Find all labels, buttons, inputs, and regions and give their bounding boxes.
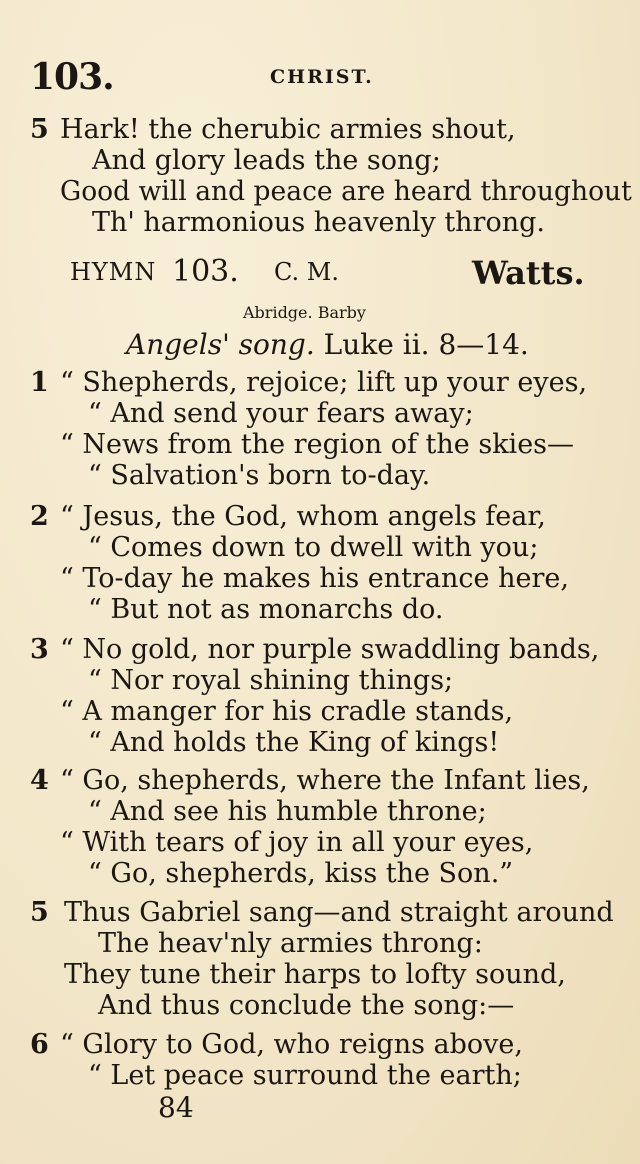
verse-number: 5 xyxy=(30,897,49,928)
verse-line: Th' harmonious heavenly throng. xyxy=(92,207,545,238)
verse-line: “ Glory to God, who reigns above, xyxy=(60,1029,523,1060)
verse-line: Thus Gabriel sang—and straight around xyxy=(64,897,614,928)
verse-line: And thus conclude the song:— xyxy=(98,990,515,1021)
verse-line: “ And see his humble throne; xyxy=(88,796,487,827)
hymn-author: Watts. xyxy=(472,254,585,292)
verse-line: “ News from the region of the skies— xyxy=(60,429,575,460)
verse-line: Good will and peace are heard throughout xyxy=(60,176,632,207)
subject-title: Angels' song. xyxy=(126,328,315,361)
verse-line: They tune their harps to lofty sound, xyxy=(64,959,566,990)
verse-number: 3 xyxy=(30,634,49,665)
verse-line: “ And holds the King of kings! xyxy=(88,727,500,758)
verse-line: “ To-day he makes his entrance here, xyxy=(60,563,569,594)
verse-line: “ With tears of joy in all your eyes, xyxy=(60,827,534,858)
verse-line: Hark! the cherubic armies shout, xyxy=(60,114,516,145)
verse-line: “ Comes down to dwell with you; xyxy=(88,532,539,563)
verse-line: “ Nor royal shining things; xyxy=(88,665,454,696)
hymn-label: HYMN xyxy=(70,258,157,286)
verse-line: “ No gold, nor purple swaddling bands, xyxy=(60,634,600,665)
tune-names: Abridge. Barby xyxy=(243,303,366,322)
verse-line: “ A manger for his cradle stands, xyxy=(60,696,514,727)
verse-line: “ Salvation's born to-day. xyxy=(88,460,431,491)
verse-number: 2 xyxy=(30,501,49,532)
verse-line: The heav'nly armies throng: xyxy=(98,928,483,959)
verse-line: “ And send your fears away; xyxy=(88,398,474,429)
verse-number: 1 xyxy=(30,367,49,398)
hymn-meter: C. M. xyxy=(274,258,339,286)
verse-line: And glory leads the song; xyxy=(92,145,441,176)
verse-line: “ Jesus, the God, whom angels fear, xyxy=(60,501,546,532)
running-title: CHRIST. xyxy=(270,66,374,88)
verse-line: “ Go, shepherds, where the Infant lies, xyxy=(60,765,590,796)
verse-line: “ Go, shepherds, kiss the Son.” xyxy=(88,858,514,889)
hymn-subject xyxy=(126,328,529,361)
scripture-reference: Luke ii. 8—14. xyxy=(323,328,529,361)
verse-number: 6 xyxy=(30,1029,49,1060)
verse-line: “ But not as monarchs do. xyxy=(88,594,444,625)
hymn-number: 103. xyxy=(172,254,239,289)
verse-number: 5 xyxy=(30,114,49,145)
verse-number: 4 xyxy=(30,765,49,796)
verse-line: “ Shepherds, rejoice; lift up your eyes, xyxy=(60,367,588,398)
verse-line: “ Let peace surround the earth; xyxy=(88,1060,522,1091)
page-number: 103. xyxy=(30,56,114,98)
signature-mark: 84 xyxy=(158,1091,194,1124)
